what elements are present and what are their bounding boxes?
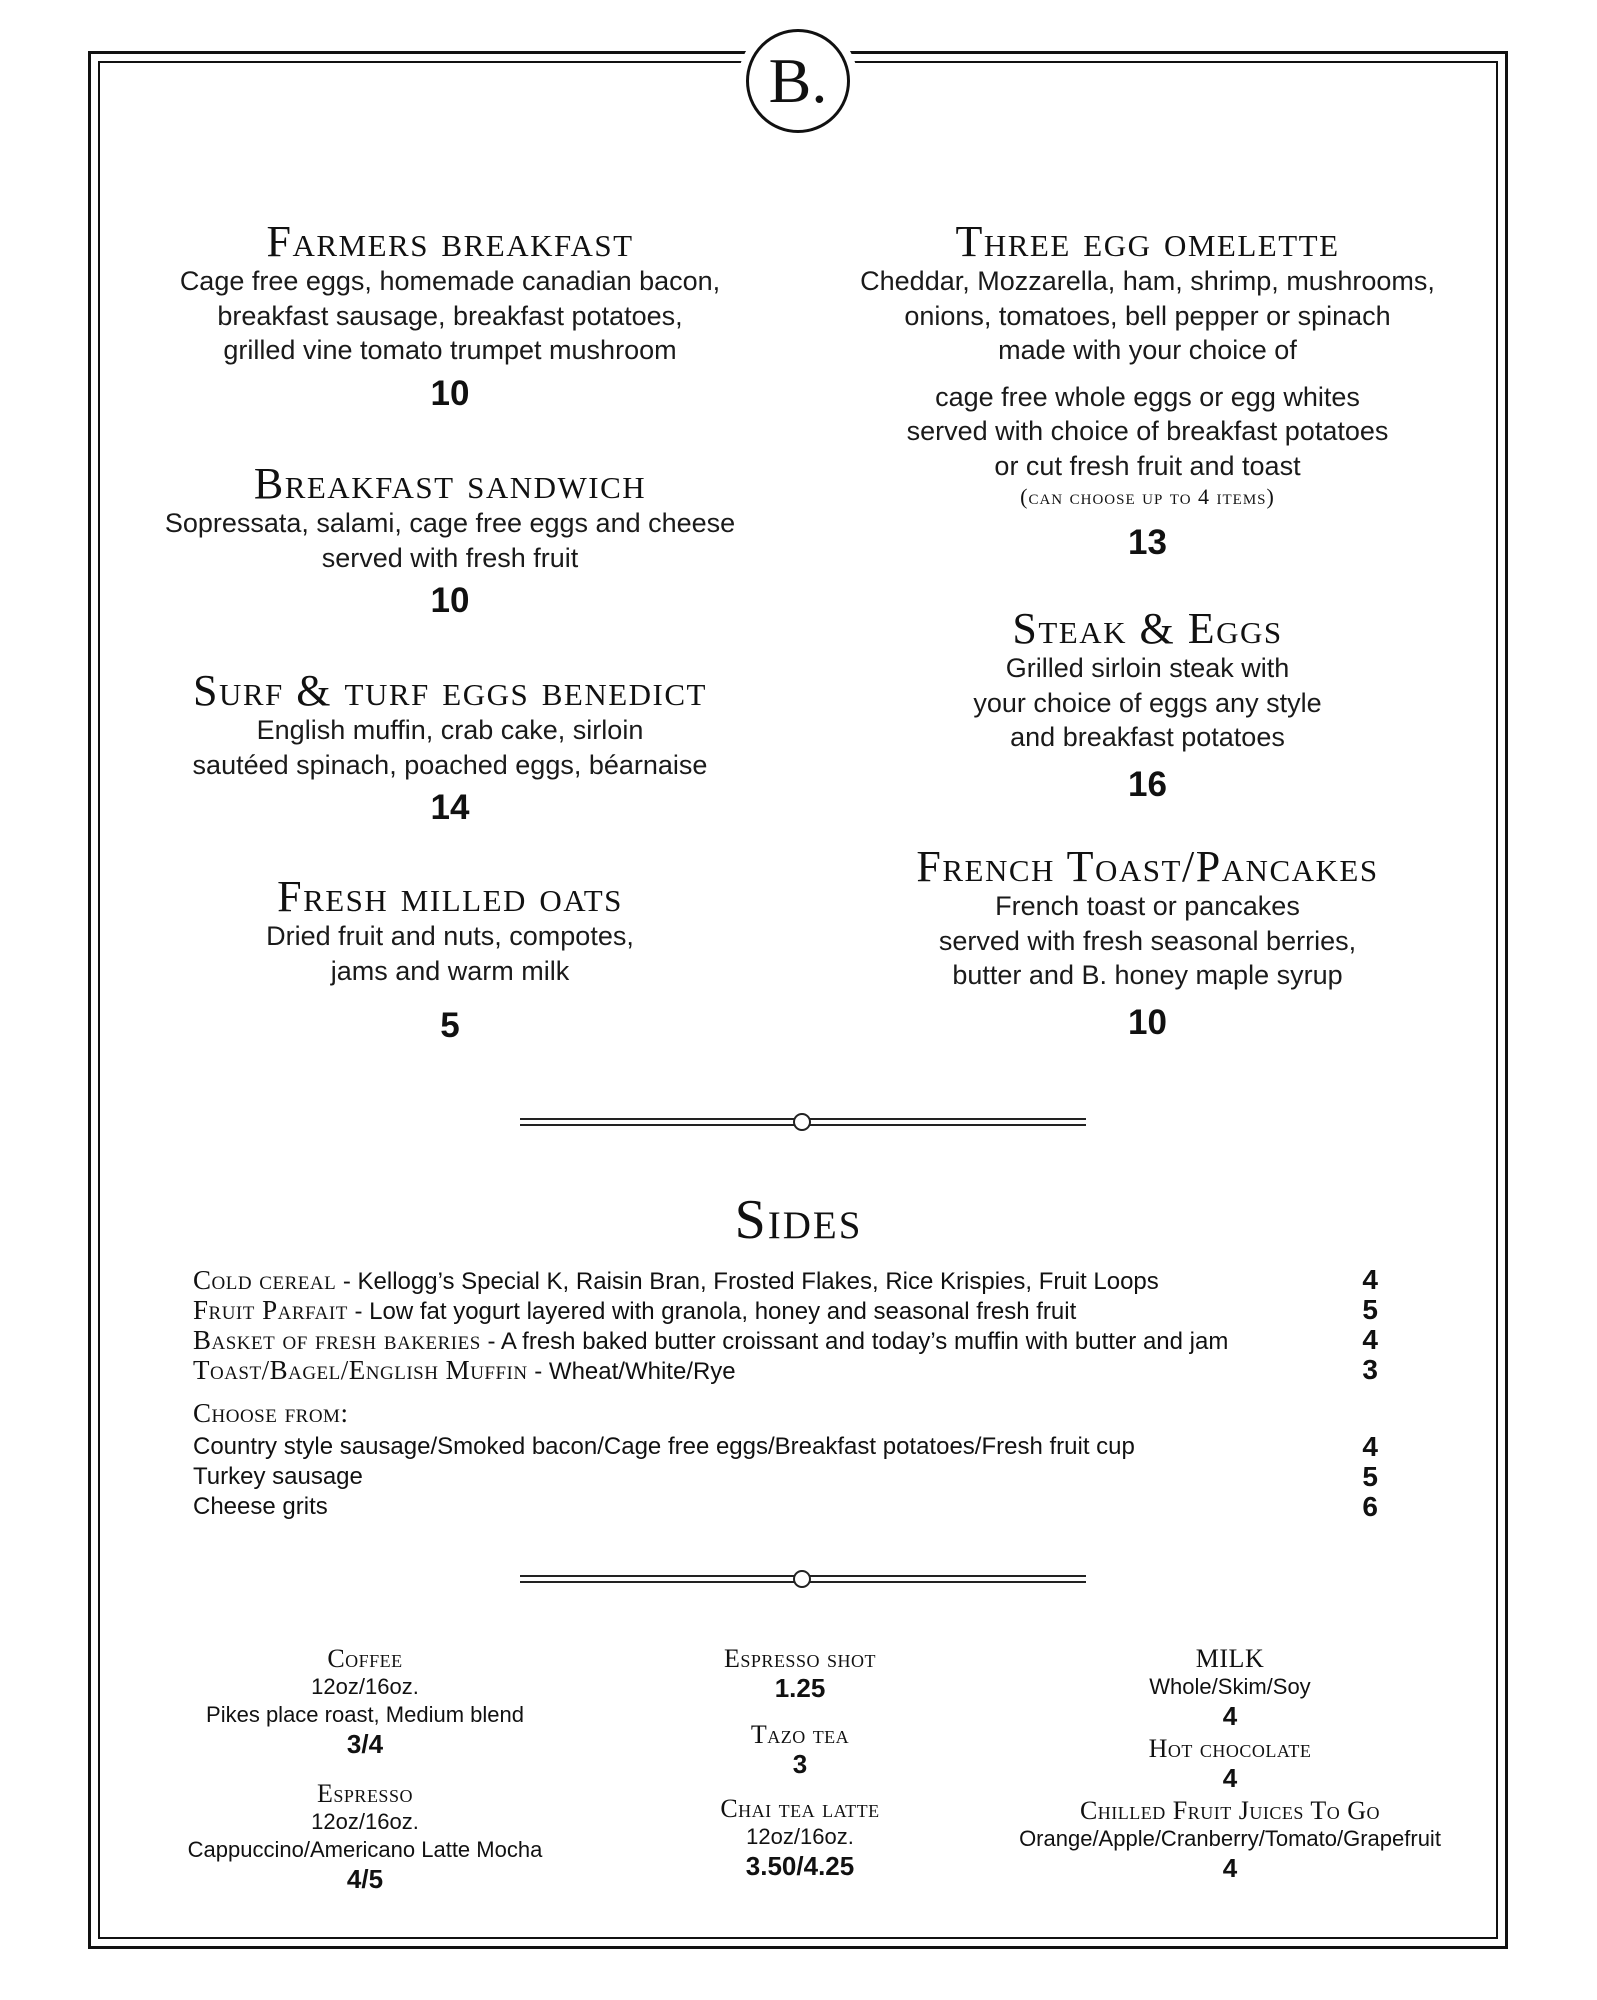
choose-price: 5: [1362, 1461, 1378, 1492]
beverage-title: Hot chocolate: [1148, 1734, 1312, 1763]
item-title: Surf & turf eggs benedict: [193, 666, 707, 715]
item-price: 10: [1128, 1002, 1167, 1042]
item-price: 16: [1128, 764, 1167, 804]
choose-name: Cheese grits: [193, 1493, 328, 1520]
item-desc-line: and breakfast potatoes: [1010, 722, 1285, 752]
section-divider: [520, 1569, 1086, 1589]
divider-ornament-icon: [793, 1570, 811, 1588]
beverage-milk: [970, 1645, 1490, 1732]
menu-item-three-egg-omelette: [815, 218, 1480, 563]
menu-item-farmers-breakfast: [120, 218, 780, 414]
beverage-tazo-tea: [640, 1721, 960, 1780]
beverage-espresso-shot: [640, 1645, 960, 1704]
beverage-price: 1.25: [774, 1673, 826, 1703]
beverage-title: Espresso: [317, 1779, 413, 1808]
beverage-desc: Pikes place roast, Medium blend: [206, 1702, 524, 1727]
item-desc-line: your choice of eggs any style: [973, 687, 1322, 718]
beverage-title: Coffee: [327, 1644, 403, 1673]
item-price: 10: [430, 373, 470, 413]
sides-price: 4: [1362, 1264, 1378, 1295]
menu-item-surf-turf-benedict: [120, 667, 780, 828]
beverage-title: Espresso shot: [724, 1644, 876, 1673]
choose-row: [193, 1432, 1378, 1462]
item-note: (can choose up to 4 items): [1020, 484, 1275, 509]
item-desc-line: cage free whole eggs or egg whites: [935, 381, 1360, 412]
item-desc-line: breakfast sausage, breakfast potatoes,: [217, 300, 683, 331]
section-divider: [520, 1112, 1086, 1132]
sides-row: Fruit Parfait - Low fat yogurt layered with granola, honey and seasonal fresh fruit 5: [193, 1294, 1378, 1325]
beverage-coffee: [160, 1645, 570, 1760]
beverage-price: 3.50/4.25: [745, 1851, 855, 1881]
beverage-price: 3: [792, 1749, 808, 1779]
sides-name: Cold cereal: [193, 1265, 337, 1295]
item-desc-line: Dried fruit and nuts, compotes,: [266, 921, 634, 951]
sides-desc: A fresh baked butter croissant and today’s muffin with butter and jam: [500, 1328, 1229, 1355]
item-title: Breakfast sandwich: [253, 459, 647, 508]
item-title: Three egg omelette: [955, 217, 1340, 266]
item-desc-line: served with fresh fruit: [321, 542, 579, 573]
item-title: Fresh milled oats: [277, 872, 623, 921]
beverage-chai-tea-latte: [640, 1795, 960, 1882]
beverage-desc: Whole/Skim/Soy: [1149, 1674, 1311, 1699]
menu-item-steak-eggs: [815, 605, 1480, 805]
beverage-title: Tazo tea: [750, 1720, 850, 1749]
sides-row: Toast/Bagel/English Muffin - Wheat/White/Rye 3: [193, 1354, 1378, 1385]
item-desc-line: Cheddar, Mozzarella, ham, shrimp, mushrooms,: [860, 266, 1435, 296]
beverage-price: 4/5: [346, 1864, 384, 1894]
choose-name: Turkey sausage: [193, 1463, 363, 1490]
beverage-title: Chai tea latte: [720, 1794, 880, 1823]
beverage-hot-chocolate: [970, 1735, 1490, 1794]
item-desc-line: made with your choice of: [998, 335, 1297, 365]
beverage-espresso: [160, 1780, 570, 1895]
item-desc-line: jams and warm milk: [330, 955, 570, 986]
choose-row: [193, 1492, 1378, 1522]
menu-item-breakfast-sandwich: [120, 460, 780, 621]
item-desc-line: grilled vine tomato trumpet mushroom: [223, 335, 677, 365]
item-desc-line: served with fresh seasonal berries,: [938, 925, 1357, 956]
item-desc-line: sautéed spinach, poached eggs, béarnaise: [192, 749, 708, 780]
sides-row: Cold cereal - Kellogg’s Special K, Raisin Bran, Frosted Flakes, Rice Krispies, Fruit Loops 4: [193, 1264, 1378, 1295]
item-title: French Toast/Pancakes: [916, 842, 1379, 891]
sides-price: 5: [1362, 1294, 1378, 1325]
beverage-size: 12oz/16oz.: [311, 1674, 419, 1699]
item-desc-line: Sopressata, salami, cage free eggs and cheese: [164, 508, 736, 538]
item-desc-line: butter and B. honey maple syrup: [952, 960, 1343, 990]
sides-name: Basket of fresh bakeries: [193, 1325, 481, 1355]
choose-name: Country style sausage/Smoked bacon/Cage free eggs/Breakfast potatoes/Fresh fruit cup: [193, 1433, 1135, 1460]
item-desc-line: English muffin, crab cake, sirloin: [256, 715, 644, 745]
beverage-fruit-juices: [970, 1797, 1490, 1884]
item-title: Steak & Eggs: [1012, 604, 1283, 653]
sides-row: Basket of fresh bakeries - A fresh baked butter croissant and today’s muffin with butter and jam 4: [193, 1324, 1378, 1355]
beverage-desc: Cappuccino/Americano Latte Mocha: [187, 1837, 543, 1862]
item-price: 5: [440, 1006, 460, 1045]
choose-price: 4: [1362, 1431, 1378, 1462]
beverage-price: 4: [1222, 1763, 1238, 1793]
item-desc-line: served with choice of breakfast potatoes: [906, 416, 1389, 446]
beverage-size: 12oz/16oz.: [746, 1824, 854, 1849]
beverage-size: 12oz/16oz.: [311, 1809, 419, 1834]
item-price: 13: [1128, 523, 1167, 562]
logo-text: B.: [768, 45, 828, 116]
item-desc-line: French toast or pancakes: [995, 891, 1300, 921]
item-desc-line: Cage free eggs, homemade canadian bacon,: [179, 266, 721, 296]
sides-price: 3: [1362, 1354, 1378, 1385]
sides-heading: Sides: [734, 1189, 863, 1251]
beverage-price: 3/4: [346, 1729, 384, 1759]
divider-ornament-icon: [793, 1113, 811, 1131]
choose-row: [193, 1462, 1378, 1492]
item-price: 10: [430, 581, 470, 620]
menu-item-french-toast-pancakes: [815, 843, 1480, 1043]
beverage-title: Chilled Fruit Juices To Go: [1079, 1796, 1381, 1825]
item-desc-line: or cut fresh fruit and toast: [994, 450, 1301, 481]
sides-desc: Kellogg’s Special K, Raisin Bran, Frosted Flakes, Rice Krispies, Fruit Loops: [357, 1268, 1159, 1295]
sides-desc: Wheat/White/Rye: [548, 1358, 736, 1385]
logo: [746, 29, 850, 133]
choose-from-label: Choose from:: [193, 1398, 349, 1428]
choose-price: 6: [1362, 1491, 1378, 1522]
item-title: Farmers breakfast: [266, 217, 634, 266]
sides-name: Fruit Parfait: [193, 1295, 348, 1325]
beverage-title: MILK: [1195, 1644, 1265, 1673]
sides-desc: Low fat yogurt layered with granola, honey and seasonal fresh fruit: [369, 1298, 1077, 1325]
beverage-desc: Orange/Apple/Cranberry/Tomato/Grapefruit: [1019, 1826, 1441, 1851]
item-desc-line: onions, tomatoes, bell pepper or spinach: [904, 300, 1391, 331]
item-price: 14: [430, 788, 470, 827]
sides-name: Toast/Bagel/English Muffin: [193, 1355, 528, 1385]
menu-item-fresh-milled-oats: [120, 873, 780, 1046]
beverage-price: 4: [1222, 1701, 1238, 1731]
sides-price: 4: [1362, 1324, 1378, 1355]
beverage-price: 4: [1222, 1853, 1238, 1883]
item-desc-line: Grilled sirloin steak with: [1005, 653, 1290, 683]
